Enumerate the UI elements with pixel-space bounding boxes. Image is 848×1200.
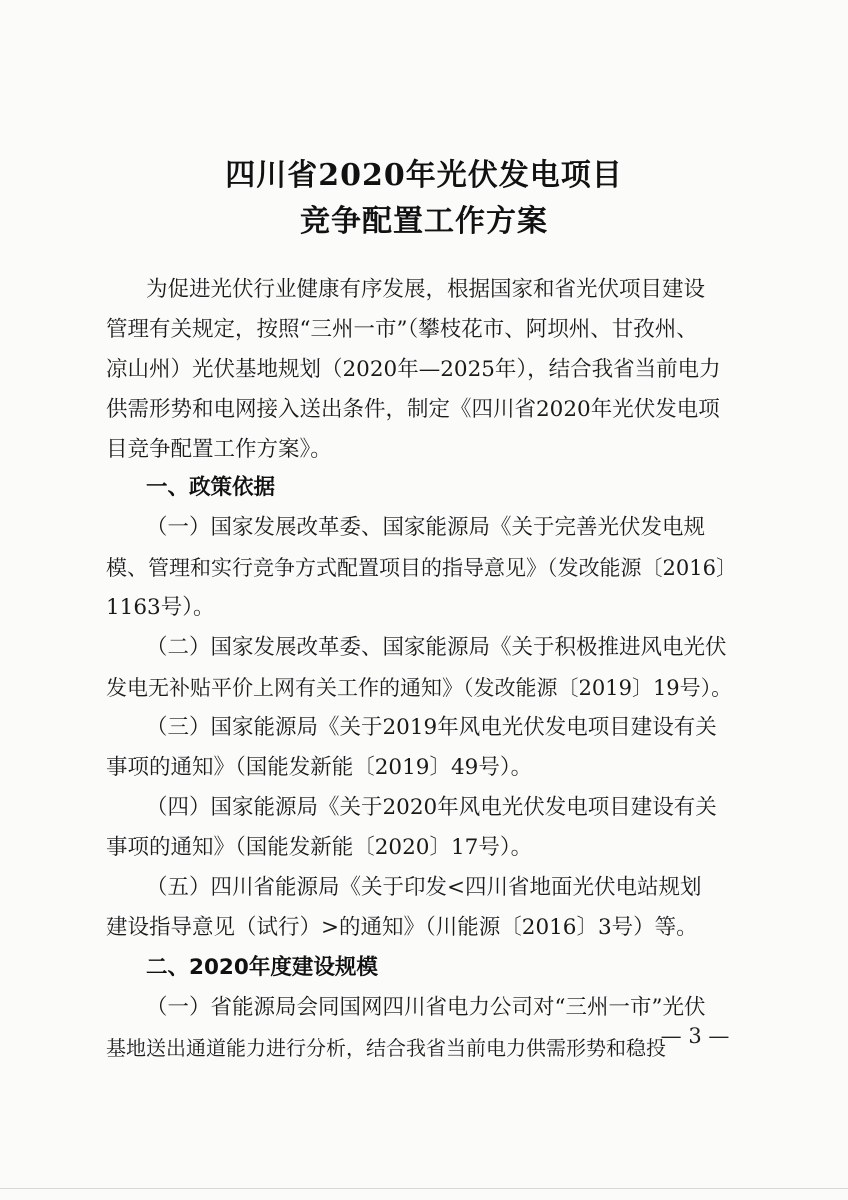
intro-line-5: 目竞争配置工作方案》。 bbox=[106, 437, 332, 462]
policy-item-1-line-3: 1163号）。 bbox=[106, 595, 215, 620]
policy-item-2-line-1: （二）国家发展改革委、国家能源局《关于积极推进风电光伏 bbox=[146, 635, 727, 660]
intro-line-1: 为促进光伏行业健康有序发展，根据国家和省光伏项目建设 bbox=[146, 277, 706, 302]
policy-item-4-line-2: 事项的通知》（国能发新能〔2020〕17号）。 bbox=[106, 835, 533, 860]
scale-item-1-line-1: （一）省能源局会同国网四川省电力公司对“三州一市”光伏 bbox=[146, 995, 706, 1020]
section-heading-construction-scale: 二、2020年度建设规模 bbox=[146, 955, 378, 980]
intro-line-3: 凉山州）光伏基地规划（2020年—2025年），结合我省当前电力 bbox=[106, 357, 721, 382]
policy-item-2-line-2: 发电无补贴平价上网有关工作的通知》（发改能源〔2019〕19号）。 bbox=[106, 676, 733, 700]
intro-line-2: 管理有关规定，按照“三州一市”（攀枝花市、阿坝州、甘孜州、 bbox=[106, 317, 698, 342]
scan-edge-divider bbox=[0, 1188, 848, 1189]
section-heading-policy-basis: 一、政策依据 bbox=[146, 475, 276, 500]
document-title-line-1: 四川省2020年光伏发电项目 bbox=[225, 158, 623, 193]
policy-item-4-line-1: （四）国家能源局《关于2020年风电光伏发电项目建设有关 bbox=[146, 795, 717, 820]
policy-item-3-line-1: （三）国家能源局《关于2019年风电光伏发电项目建设有关 bbox=[146, 715, 717, 740]
document-title-line-2: 竞争配置工作方案 bbox=[300, 204, 548, 239]
policy-item-5-line-1: （五）四川省能源局《关于印发<四川省地面光伏电站规划 bbox=[146, 875, 702, 900]
policy-item-5-line-2: 建设指导意见（试行）>的通知》（川能源〔2016〕3号）等。 bbox=[106, 915, 698, 940]
scale-item-1-line-2: 基地送出通道能力进行分析，结合我省当前电力供需形势和稳投 bbox=[106, 1036, 666, 1060]
page-number: — 3 — bbox=[660, 1024, 730, 1048]
policy-item-1-line-1: （一）国家发展改革委、国家能源局《关于完善光伏发电规 bbox=[146, 515, 706, 540]
policy-item-3-line-2: 事项的通知》（国能发新能〔2019〕49号）。 bbox=[106, 755, 533, 780]
intro-line-4: 供需形势和电网接入送出条件，制定《四川省2020年光伏发电项 bbox=[106, 397, 720, 422]
policy-item-1-line-2: 模、管理和实行竞争方式配置项目的指导意见》（发改能源〔2016〕 bbox=[106, 556, 737, 580]
